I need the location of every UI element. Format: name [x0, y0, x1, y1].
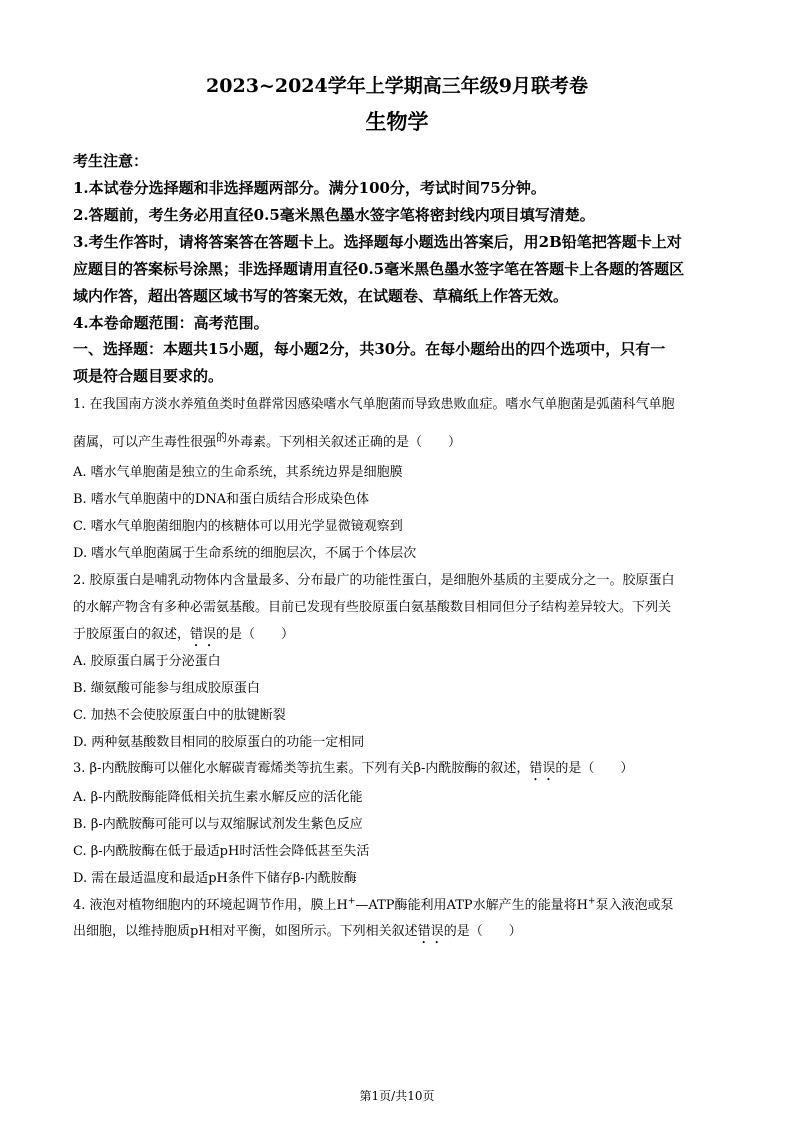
notice-heading: 考生注意：	[73, 152, 149, 170]
question-1-text-end: 外毒素。下列相关叙述正确的是（ ）	[227, 435, 462, 450]
question-2-stem-cont: 的水解产物含有多种必需氨基酸。目前已发现有些胶原蛋白氨基酸数目相同但分子结构差异较大。下列关	[73, 600, 672, 615]
question-3-option-a: A. β-内酰胺酶能降低相关抗生素水解反应的活化能	[73, 790, 363, 805]
notice-item: 1.本试卷分选择题和非选择题两部分。满分100分，考试时间75分钟。	[73, 179, 546, 197]
notice-item: 2.答题前，考生务必用直径0.5毫米黑色墨水签字笔将密封线内项目填写清楚。	[73, 206, 595, 224]
question-3-text: 3. β-内酰胺酶可以催化水解碳青霉烯类等抗生素。下列有关β-内酰胺酶的叙述，	[73, 761, 530, 776]
question-4-stem	[73, 894, 674, 913]
notice-item: 应题目的答案标号涂黑；非选择题请用直径0.5毫米黑色墨水签字笔在答题卡上各题的答题区	[73, 260, 685, 278]
question-1-text: 菌属，可以产生毒性很强	[73, 435, 217, 450]
question-2-option-a: A. 胶原蛋白属于分泌蛋白	[73, 654, 221, 669]
notice-item: 域内作答，超出答题区域书写的答案无效，在试题卷、草稿纸上作答无效。	[73, 287, 569, 305]
question-1-particle: 的	[216, 431, 228, 444]
question-2-text: 于胶原蛋白的叙述，	[73, 627, 191, 642]
question-3-emphasis: 错误	[529, 761, 556, 776]
section-heading: 一、选择题：本题共15小题，每小题2分，共30分。在每小题给出的四个选项中，只有一	[73, 340, 666, 358]
notice-item: 3.考生作答时，请将答案答在答题卡上。选择题每小题选出答案后，用2B铅笔把答题卡上对	[73, 233, 682, 251]
question-1-stem-cont	[73, 429, 461, 450]
question-1-stem: 1. 在我国南方淡水养殖鱼类时鱼群常因感染嗜水气单胞菌而导致患败血症。嗜水气单胞菌是弧菌科气单胞	[73, 397, 675, 412]
question-1-option-a: A. 嗜水气单胞菌是独立的生命系统，其系统边界是细胞膜	[73, 465, 403, 480]
question-4-emphasis: 错误	[417, 924, 444, 939]
question-2-stem-end	[73, 623, 294, 650]
question-4-text: 4. 液泡对植物细胞内的环境起调节作用，膜上H	[73, 898, 348, 913]
subject-title: 生物学	[365, 109, 429, 134]
question-3-text-end: 的是（ ）	[555, 761, 634, 776]
question-4-text-mid: —ATP酶能利用ATP水解产生的能量将H	[355, 898, 588, 913]
question-2-text-end: 的是（ ）	[216, 627, 295, 642]
question-2-stem: 2. 胶原蛋白是哺乳动物体内含量最多、分布最广的功能性蛋白，是细胞外基质的主要成分之一。胶原蛋白	[73, 573, 675, 588]
question-4-text-end: 的是（ ）	[443, 924, 522, 939]
question-2-option-b: B. 缬氨酸可能参与组成胶原蛋白	[73, 681, 260, 696]
page-footer: 第1页/共10页	[359, 1089, 435, 1103]
question-4-stem-cont	[73, 920, 522, 947]
question-2-option-c: C. 加热不会使胶原蛋白中的肽键断裂	[73, 708, 286, 723]
section-heading-cont: 项是符合题目要求的。	[73, 367, 224, 385]
question-1-option-b: B. 嗜水气单胞菌中的DNA和蛋白质结合形成染色体	[73, 492, 370, 507]
notice-item: 4.本卷命题范围：高考范围。	[73, 314, 269, 332]
exam-title: 2023~2024学年上学期高三年级9月联考卷	[206, 75, 588, 97]
question-4-text-end: 泵入液泡或泵	[595, 898, 674, 913]
question-2-emphasis: 错误	[190, 627, 217, 642]
question-3-option-b: B. β-内酰胺酶可能可以与双缩脲试剂发生紫色反应	[73, 817, 363, 832]
question-3-stem	[73, 757, 633, 784]
question-3-option-c: C. β-内酰胺酶在低于最适pH时活性会降低甚至失活	[73, 844, 370, 859]
question-4-text: 出细胞，以维持胞质pH相对平衡，如图所示。下列相关叙述	[73, 924, 418, 939]
question-2-option-d: D. 两种氨基酸数目相同的胶原蛋白的功能一定相同	[73, 735, 365, 750]
proton-superscript: +	[347, 896, 356, 907]
question-1-option-d: D. 嗜水气单胞菌属于生命系统的细胞层次，不属于个体层次	[73, 546, 417, 561]
proton-superscript: +	[587, 896, 596, 907]
question-1-option-c: C. 嗜水气单胞菌细胞内的核糖体可以用光学显微镜观察到	[73, 519, 403, 534]
question-3-option-d: D. 需在最适温度和最适pH条件下储存β-内酰胺酶	[73, 871, 357, 886]
